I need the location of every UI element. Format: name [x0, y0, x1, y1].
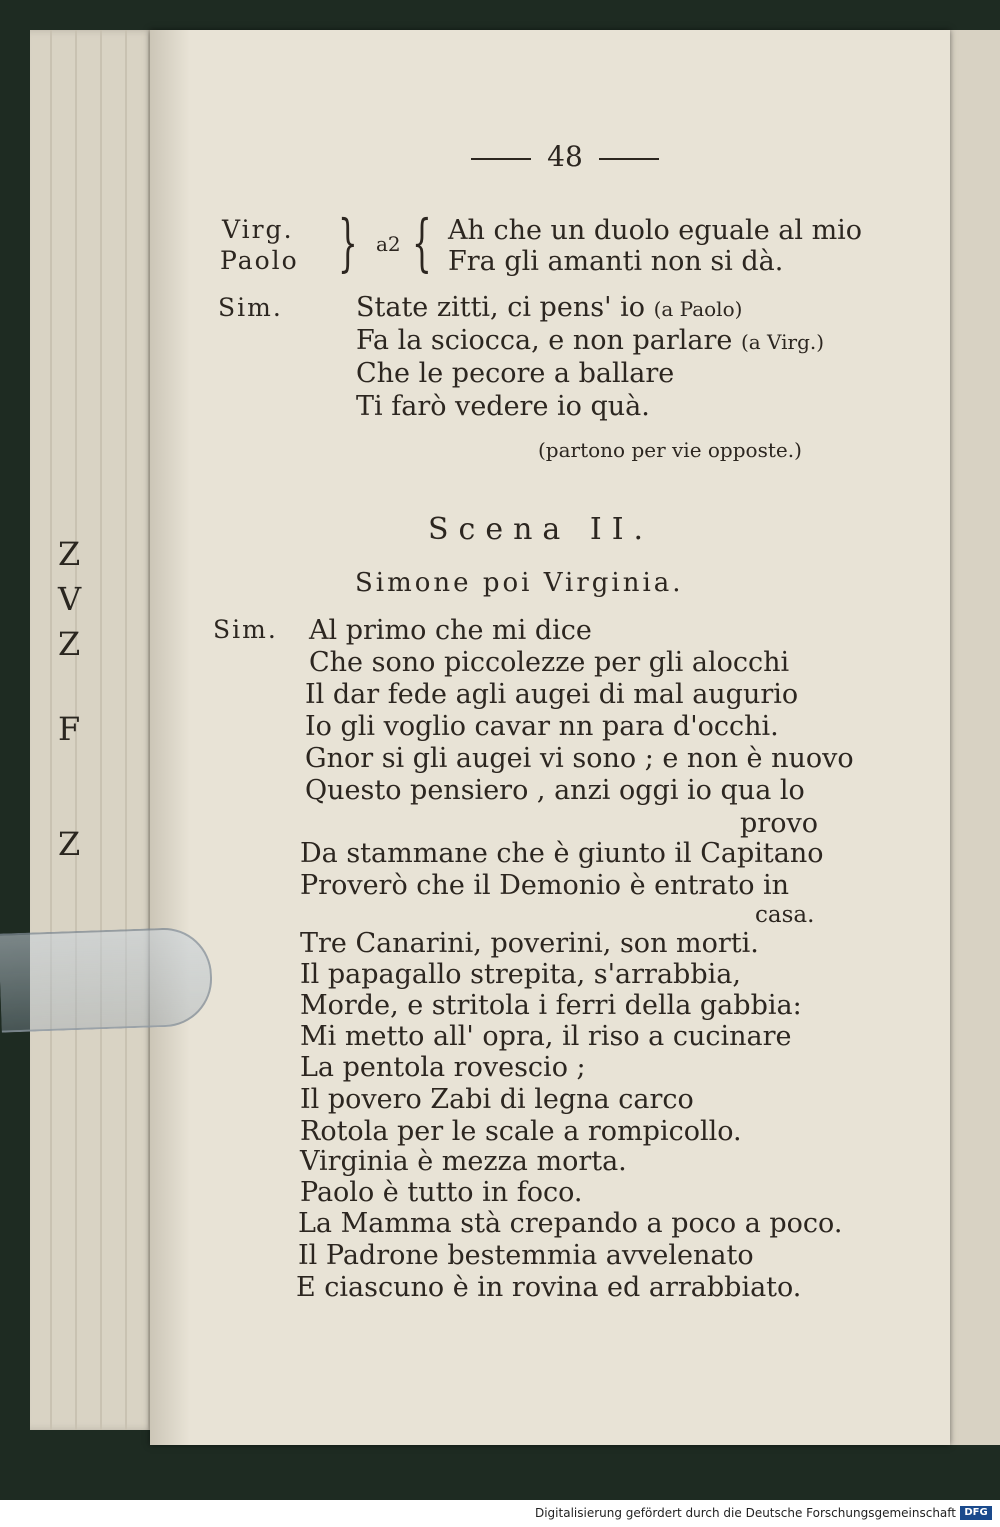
- verse-line: Il Padrone bestemmia avvelenato: [298, 1240, 754, 1271]
- verse-line: Che le pecore a ballare: [356, 358, 675, 389]
- duet-line: Ah che un duolo eguale al mio: [448, 215, 863, 246]
- verse-line: State zitti, ci pens' io (a Paolo): [356, 292, 743, 323]
- verse-line: La pentola rovescio ;: [300, 1052, 586, 1083]
- verse-line: E ciascuno è in rovina ed arrabbiato.: [296, 1272, 802, 1303]
- brace-left: }: [338, 206, 358, 279]
- verse-line: La Mamma stà crepando a poco a poco.: [298, 1208, 843, 1239]
- verse-line: Fa la sciocca, e non parlare (a Virg.): [356, 325, 825, 356]
- glass-page-weight: [0, 926, 214, 1032]
- funding-credit: Digitalisierung gefördert durch die Deutsche Forschungsgemeinschaft: [534, 1506, 956, 1520]
- verse-line: Paolo è tutto in foco.: [300, 1177, 583, 1208]
- stage-direction: (partono per vie opposte.): [538, 438, 802, 462]
- speaker-paolo: Paolo: [220, 246, 299, 275]
- verse-line: Questo pensiero , anzi oggi io qua lo: [305, 775, 805, 806]
- footer-bar: [0, 1500, 1000, 1527]
- speaker-virginia: Virg.: [222, 215, 294, 244]
- brace-right: {: [412, 206, 432, 279]
- verse-line: Morde, e stritola i ferri della gabbia:: [300, 990, 802, 1021]
- verse-line: Virginia è mezza morta.: [300, 1146, 627, 1177]
- verse-line: Il povero Zabi di legna carco: [300, 1084, 694, 1115]
- edge-letter: F: [58, 710, 81, 748]
- verse-line: Al primo che mi dice: [309, 615, 592, 646]
- verse-line: Il dar fede agli augei di mal augurio: [305, 679, 799, 710]
- duet-line: Fra gli amanti non si dà.: [448, 246, 784, 277]
- duet-marker: a2: [376, 232, 401, 256]
- edge-letter: Z: [58, 535, 81, 573]
- edge-letter: Z: [58, 825, 81, 863]
- verse-line: Rotola per le scale a rompicollo.: [300, 1116, 742, 1147]
- speaker-simone: Sim.: [218, 293, 283, 322]
- verse-line-continuation: provo: [740, 808, 818, 839]
- verse-line: Io gli voglio cavar nn para d'occhi.: [305, 711, 779, 742]
- verse-line: Tre Canarini, poverini, son morti.: [300, 928, 759, 959]
- scene-characters: Simone poi Virginia.: [355, 568, 684, 598]
- scene-title: Scena II.: [428, 512, 654, 547]
- page-number: 48: [440, 140, 690, 173]
- verse-line: Da stammane che è giunto il Capitano: [300, 838, 824, 869]
- verse-line: Gnor si gli augei vi sono ; e non è nuovo: [305, 743, 854, 774]
- verse-line: Proverò che il Demonio è entrato in: [300, 870, 790, 901]
- gutter-shadow: [150, 30, 190, 1445]
- verse-line: Ti farò vedere io quà.: [356, 391, 650, 422]
- speaker-simone: Sim.: [213, 615, 278, 644]
- edge-letter: Z: [58, 625, 81, 663]
- edge-letter: V: [58, 580, 82, 618]
- adjacent-page: [950, 30, 1000, 1445]
- verse-line: Che sono piccolezze per gli alocchi: [309, 647, 790, 678]
- verse-line: Il papagallo strepita, s'arrabbia,: [300, 959, 741, 990]
- dfg-logo: DFG: [960, 1506, 992, 1520]
- verse-line-continuation: casa.: [755, 902, 815, 928]
- verse-line: Mi metto all' opra, il riso a cucinare: [300, 1021, 792, 1052]
